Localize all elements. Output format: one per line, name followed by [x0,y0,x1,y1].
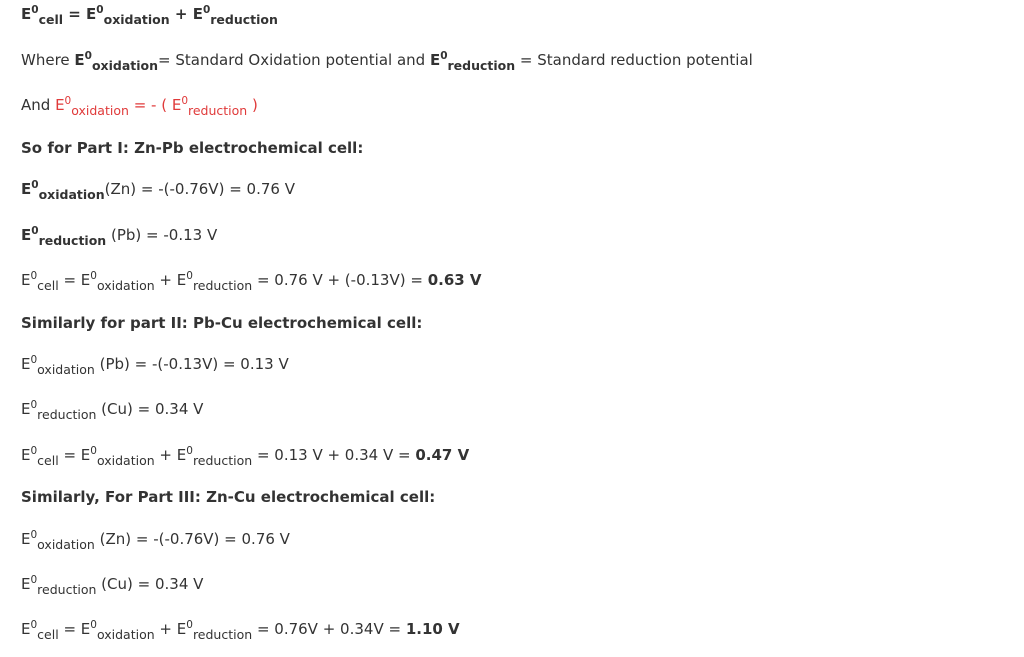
oxidation-reduction-relation: And $E^0_{oxidation}$ = - ( $E^0_{reduction}$ ) [21,95,258,118]
part1-reduction: $E^0_{reduction}$ (Pb) = -0.13 V [21,225,218,248]
part3-heading: Similarly, For Part III: Zn-Cu electrochemical cell: [21,488,436,506]
part3-cell-potential: $E^0_{cell} = E^0_{oxidation} + E^0_{reduction} = 0.76V + 0.34V = 1.10$ V [21,619,460,642]
part3-result: 1.10 V [405,620,460,638]
part1-cell-potential: $E^0_{cell} = E^0_{oxidation} + E^0_{reduction} = 0.76$ V + (-0.13V) = 0.63 V [21,270,482,293]
part2-cell-potential: $E^0_{cell} = E^0_{oxidation} + E^0_{reduction} = 0.13$ V + 0.34 V = 0.47 V [21,445,470,468]
part1-result: 0.63 V [427,271,482,289]
part2-oxidation: $E^0_{oxidation}$ (Pb) = -(-0.13V) = 0.13 V [21,354,289,377]
part1-oxidation: $E^0_{oxidation}(Zn) = -(-0.76V) = 0.76$ V [21,179,295,202]
part3-reduction: $E^0_{reduction}$ (Cu) = 0.34 V [21,574,204,597]
definition-line: Where $E^0_{oxidation}=$ Standard Oxidation potential and $E^0_{reduction}$ = Standard reduction potential [21,50,753,73]
part1-heading: So for Part I: Zn-Pb electrochemical cell: [21,139,364,157]
part3-oxidation: $E^0_{oxidation}$ (Zn) = -(-0.76V) = 0.76 V [21,529,290,552]
part2-heading: Similarly for part II: Pb-Cu electrochemical cell: [21,314,423,332]
part2-reduction: $E^0_{reduction}$ (Cu) = 0.34 V [21,399,204,422]
part2-result: 0.47 V [415,446,470,464]
cell-potential-formula: $E^0_{cell} = E^0_{oxidation} + E^0_{reduction}$ [21,4,278,27]
